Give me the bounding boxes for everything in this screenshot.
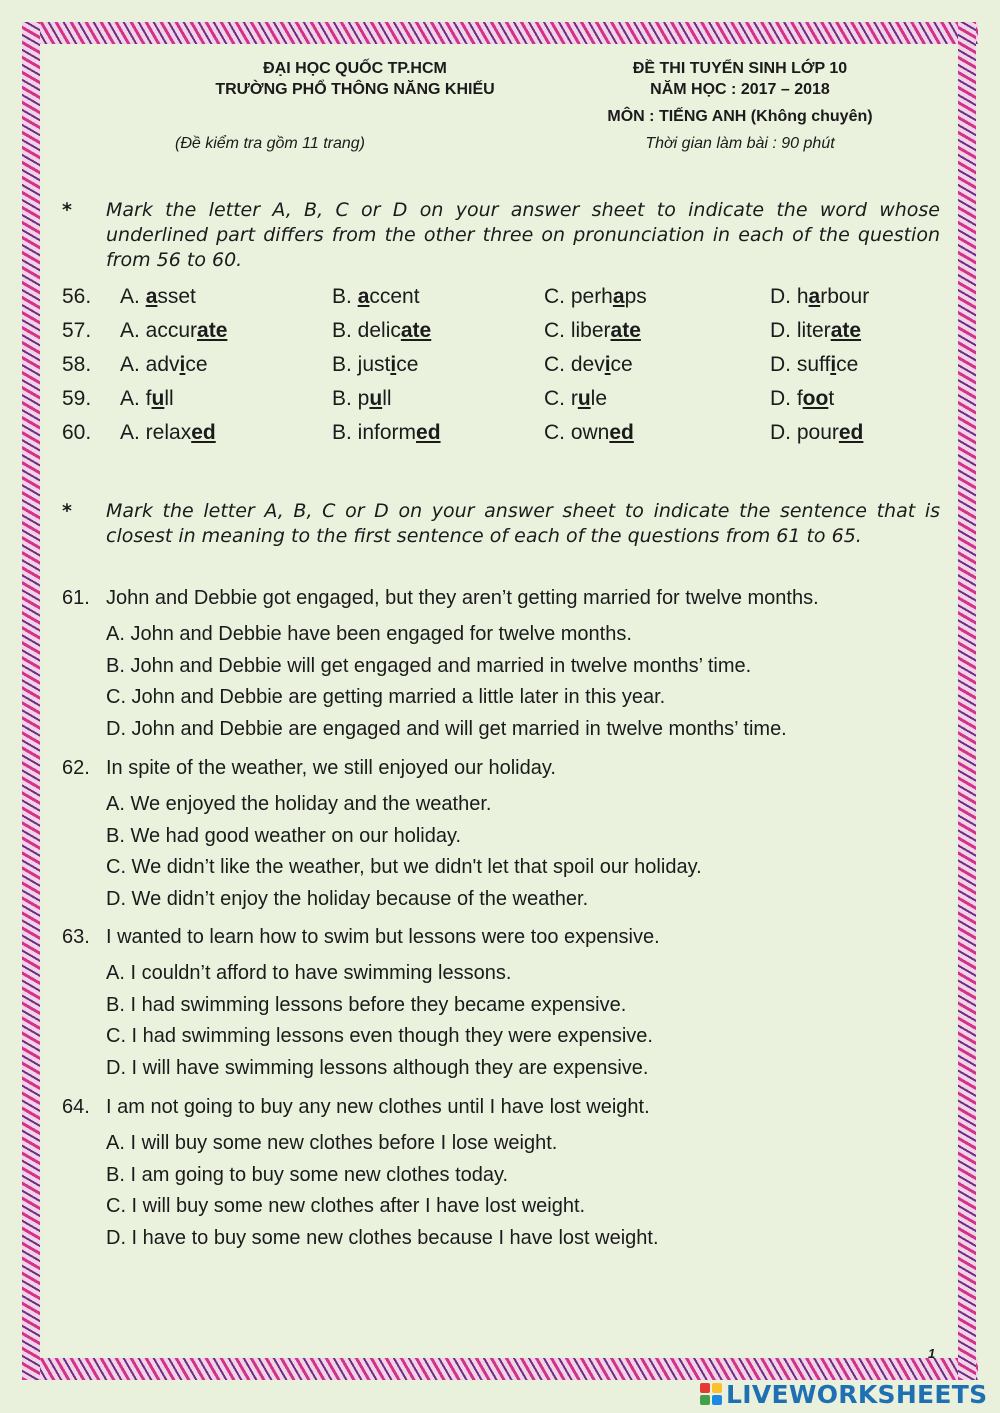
underlined-part: a [145, 285, 158, 308]
option-text: B. just [332, 353, 391, 376]
answer-option[interactable] [120, 418, 216, 448]
answer-option[interactable]: D. I will have swimming lessons although they are expensive. [106, 1057, 649, 1080]
option-text: D. pour [770, 421, 839, 444]
answer-option[interactable] [120, 316, 227, 346]
underlined-part: i [390, 353, 397, 376]
answer-option[interactable] [332, 282, 420, 312]
liveworksheets-logo [700, 1377, 987, 1411]
answer-option[interactable] [332, 316, 431, 346]
option-text: D. f [770, 387, 803, 410]
option-text: ll [382, 387, 392, 410]
option-text: t [828, 387, 835, 410]
answer-option[interactable]: A. John and Debbie have been engaged for twelve months. [106, 623, 632, 645]
underlined-part: a [357, 285, 370, 308]
option-text: A. accur [120, 319, 198, 342]
instruction-text: Mark the letter A, B, C or D on your answer sheet to indicate the sentence that is closest in meaning to the first sentence of each of the questions from 61 to 65. [106, 500, 940, 547]
bullet-star: * [62, 500, 72, 522]
option-text: B. [332, 285, 358, 308]
option-text: A. f [120, 387, 152, 410]
question-text: In spite of the weather, we still enjoyed our holiday. [106, 757, 556, 779]
university-name: ĐẠI HỌC QUỐC TP.HCM [263, 60, 447, 77]
option-text: C. own [544, 421, 610, 444]
underlined-part: oo [802, 387, 829, 410]
answer-option[interactable]: D. I have to buy some new clothes because I have lost weight. [106, 1227, 659, 1250]
option-text: C. dev [544, 353, 605, 376]
question-number: 58. [62, 353, 92, 376]
option-text: B. delic [332, 319, 401, 342]
answer-option[interactable]: C. We didn’t like the weather, but we didn't let that spoil our holiday. [106, 856, 702, 879]
option-text: D. suff [770, 353, 831, 376]
answer-option[interactable]: B. I had swimming lessons before they became expensive. [106, 993, 627, 1016]
underlined-part: u [577, 387, 591, 410]
answer-option[interactable]: D. John and Debbie are engaged and will get married in twelve months’ time. [106, 718, 787, 741]
answer-option[interactable]: B. I am going to buy some new clothes today. [106, 1163, 509, 1186]
option-text: ccent [369, 285, 420, 308]
question-number: 63. [62, 926, 90, 948]
pronunciation-question [62, 350, 942, 380]
underlined-part: ed [838, 421, 864, 444]
question-number: 60. [62, 421, 92, 444]
question-text: John and Debbie got engaged, but they aren’t getting married for twelve months. [106, 587, 819, 609]
option-text: D. h [770, 285, 809, 308]
decorative-border-top [22, 22, 978, 44]
logo-text: LIVEWORKSHEETS [726, 1379, 988, 1409]
underlined-part: u [369, 387, 383, 410]
underlined-part: ate [610, 319, 641, 342]
pages-note: (Đề kiểm tra gồm 11 trang) [175, 135, 365, 152]
question-number: 64. [62, 1096, 90, 1118]
answer-option[interactable] [770, 316, 861, 346]
instruction-text: Mark the letter A, B, C or D on your answer sheet to indicate the word whose underlined part differs from the other three on pronunciation in each of the question from 56 to 60. [106, 199, 940, 271]
answer-option[interactable]: C. I had swimming lessons even though they were expensive. [106, 1025, 653, 1048]
option-text: A. relax [120, 421, 192, 444]
pronunciation-question [62, 418, 942, 448]
option-text: B. inform [332, 421, 417, 444]
answer-option[interactable] [770, 418, 863, 448]
answer-option[interactable]: D. We didn’t enjoy the holiday because of the weather. [106, 888, 589, 911]
option-text: C. r [544, 387, 578, 410]
underlined-part: ate [400, 319, 432, 342]
underlined-part: i [179, 353, 186, 376]
answer-option[interactable]: A. We enjoyed the holiday and the weather. [106, 793, 492, 815]
answer-option[interactable] [332, 384, 392, 414]
option-text: ce [610, 353, 633, 376]
answer-option[interactable] [770, 350, 858, 380]
option-text: rbour [820, 285, 870, 308]
question-number: 61. [62, 587, 90, 609]
answer-option[interactable]: B. We had good weather on our holiday. [106, 824, 462, 847]
bullet-star: * [62, 199, 72, 221]
question-number: 56. [62, 285, 92, 308]
decorative-border-right [958, 22, 976, 1380]
logo-mark-icon [700, 1383, 722, 1405]
pronunciation-question [62, 282, 942, 312]
option-text: A. adv [120, 353, 180, 376]
option-text: D. liter [770, 319, 831, 342]
pronunciation-question [62, 316, 942, 346]
subject-title: MÔN : TIẾNG ANH (Không chuyên) [607, 108, 873, 125]
underlined-part: i [604, 353, 611, 376]
answer-option[interactable] [120, 282, 196, 312]
underlined-part: ed [416, 421, 441, 444]
answer-option[interactable] [544, 384, 607, 414]
option-text: C. liber [544, 319, 611, 342]
answer-option[interactable] [120, 350, 208, 380]
option-text: le [590, 387, 608, 410]
answer-option[interactable]: B. John and Debbie will get engaged and married in twelve months’ time. [106, 654, 752, 677]
question-text: I wanted to learn how to swim but lessons were too expensive. [106, 926, 660, 948]
pronunciation-question [62, 384, 942, 414]
answer-option[interactable] [544, 418, 634, 448]
answer-option[interactable] [770, 282, 869, 312]
answer-option[interactable] [120, 384, 174, 414]
option-text: sset [157, 285, 196, 308]
option-text: B. p [332, 387, 370, 410]
option-text: ce [836, 353, 859, 376]
option-text: ps [624, 285, 647, 308]
question-text: I am not going to buy any new clothes until I have lost weight. [106, 1096, 650, 1118]
school-header [190, 58, 520, 100]
underlined-part: i [830, 353, 837, 376]
section1-instruction [62, 198, 940, 273]
answer-option[interactable]: C. I will buy some new clothes after I have lost weight. [106, 1195, 586, 1218]
underlined-part: a [612, 285, 625, 308]
school-name: TRƯỜNG PHỔ THÔNG NĂNG KHIẾU [215, 81, 495, 98]
option-text: C. perh [544, 285, 613, 308]
answer-option[interactable]: A. I couldn’t afford to have swimming lessons. [106, 962, 512, 984]
exam-header [560, 58, 920, 100]
underlined-part: ed [609, 421, 634, 444]
time-note: Thời gian làm bài : 90 phút [645, 135, 835, 152]
page-number: 1 [928, 1346, 936, 1361]
answer-option[interactable] [332, 418, 441, 448]
exam-title: ĐỀ THI TUYỂN SINH LỚP 10 [632, 60, 848, 77]
answer-option[interactable] [544, 282, 647, 312]
section2-instruction [62, 499, 940, 549]
decorative-border-left [22, 22, 40, 1380]
answer-option[interactable]: C. John and Debbie are getting married a little later in this year. [106, 686, 666, 709]
question-number: 59. [62, 387, 92, 410]
question-number: 57. [62, 319, 92, 342]
underlined-part: a [808, 285, 821, 308]
answer-option[interactable] [332, 350, 418, 380]
underlined-part: ed [191, 421, 216, 444]
option-text: ce [396, 353, 419, 376]
underlined-part: ate [197, 319, 228, 342]
answer-option[interactable] [770, 384, 834, 414]
option-text: ll [164, 387, 174, 410]
underlined-part: u [151, 387, 165, 410]
underlined-part: ate [830, 319, 862, 342]
question-number: 62. [62, 757, 90, 779]
answer-option[interactable]: A. I will buy some new clothes before I lose weight. [106, 1132, 558, 1154]
option-text: A. [120, 285, 146, 308]
school-year: NĂM HỌC : 2017 – 2018 [650, 81, 830, 98]
answer-option[interactable] [544, 316, 641, 346]
option-text: ce [185, 353, 208, 376]
answer-option[interactable] [544, 350, 633, 380]
